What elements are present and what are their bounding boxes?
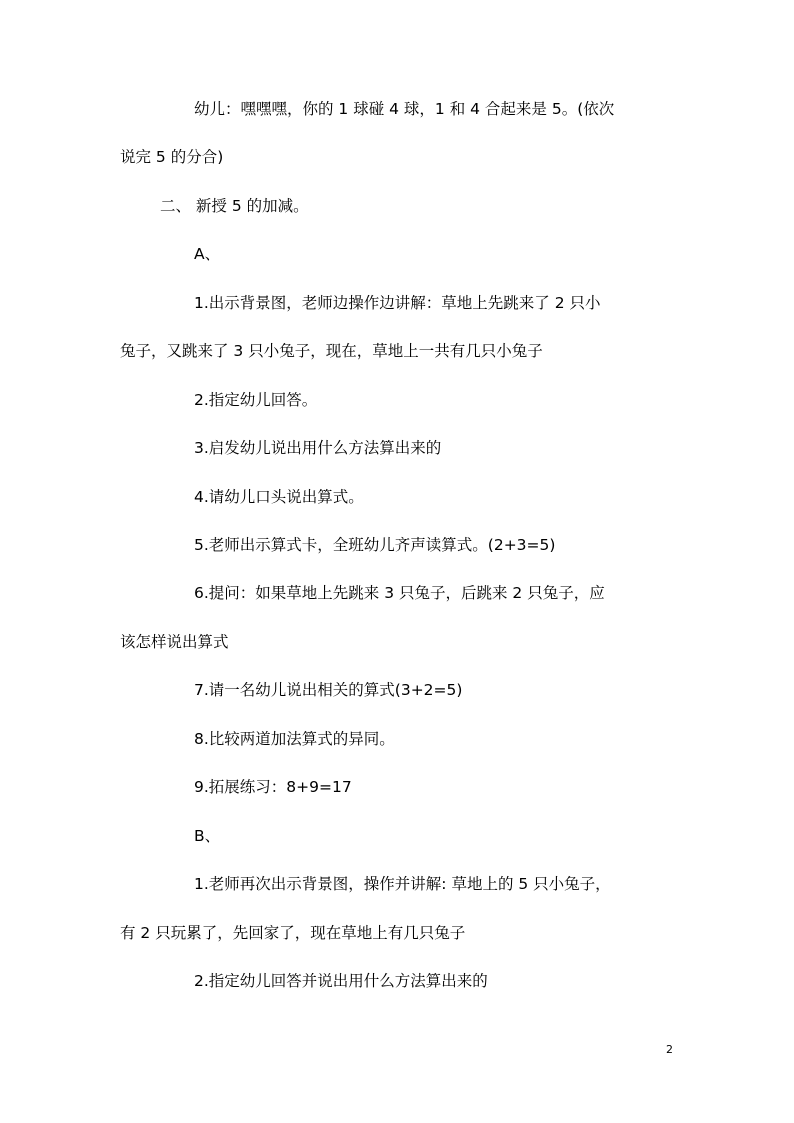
paragraph-line: 5.老师出示算式卡，全班幼儿齐声读算式。(2+3=5)	[194, 536, 556, 554]
paragraph-line: 说完 5 的分合)	[120, 148, 224, 166]
paragraph-line: 该怎样说出算式	[120, 633, 229, 651]
paragraph-line: 有 2 只玩累了，先回家了，现在草地上有几只兔子	[120, 924, 466, 942]
paragraph-line: 幼儿：嘿嘿嘿，你的 1 球碰 4 球，1 和 4 合起来是 5。(依次	[194, 100, 615, 118]
paragraph-line: 1.老师再次出示背景图，操作并讲解: 草地上的 5 只小兔子，	[194, 875, 611, 893]
paragraph-line: 1.出示背景图，老师边操作边讲解：草地上先跳来了 2 只小	[194, 294, 601, 312]
page-number: 2	[666, 1043, 673, 1056]
paragraph-line: 8.比较两道加法算式的异同。	[194, 730, 395, 748]
paragraph-line: 9.拓展练习：8+9=17	[194, 778, 352, 796]
paragraph-line: 3.启发幼儿说出用什么方法算出来的	[194, 439, 442, 457]
subsection-heading: A、	[194, 245, 221, 263]
subsection-heading: B、	[194, 827, 221, 845]
section-heading: 二、 新授 5 的加减。	[160, 197, 309, 215]
paragraph-line: 4.请幼儿口头说出算式。	[194, 488, 364, 506]
paragraph-line: 2.指定幼儿回答并说出用什么方法算出来的	[194, 972, 488, 990]
paragraph-line: 7.请一名幼儿说出相关的算式(3+2=5)	[194, 681, 463, 699]
paragraph-line: 2.指定幼儿回答。	[194, 391, 318, 409]
paragraph-line: 兔子，又跳来了 3 只小兔子，现在，草地上一共有几只小兔子	[120, 342, 543, 360]
paragraph-line: 6.提问：如果草地上先跳来 3 只兔子，后跳来 2 只兔子，应	[194, 584, 605, 602]
